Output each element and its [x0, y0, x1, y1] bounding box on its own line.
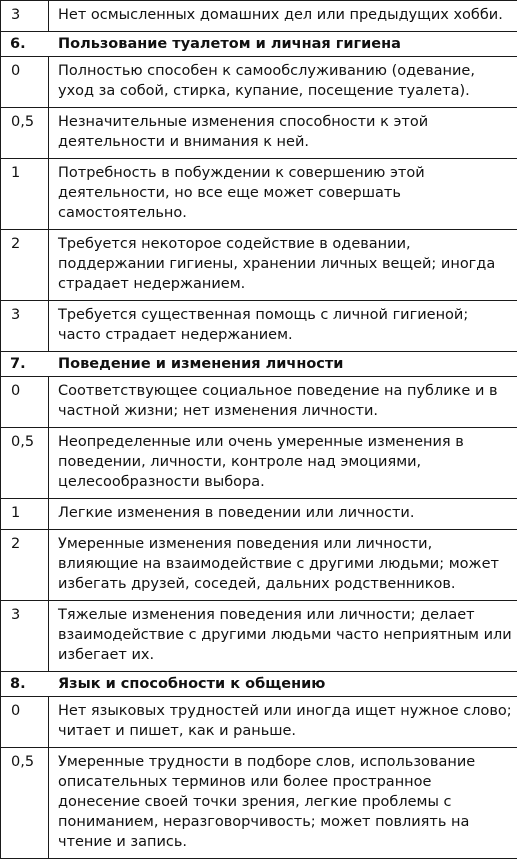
section-number: 6.	[10, 34, 34, 54]
description-cell: Требуется существенная помощь с личной гигиеной; часто страдает недержанием.	[49, 301, 517, 352]
score-cell: 1	[1, 499, 49, 530]
table-row	[1, 301, 517, 352]
score-cell: 1	[1, 159, 49, 230]
score-cell: 0,5	[1, 748, 49, 859]
table-row	[1, 748, 517, 859]
section-header-cell	[1, 672, 517, 697]
section-number: 7.	[10, 354, 34, 374]
score-cell: 0	[1, 57, 49, 108]
section-header-row	[1, 352, 517, 377]
score-cell: 0	[1, 697, 49, 748]
description-cell: Полностью способен к самообслуживанию (одевание, уход за собой, стирка, купание, посещение туалета).	[49, 57, 517, 108]
section-title: Язык и способности к общению	[34, 674, 325, 694]
score-cell: 0,5	[1, 428, 49, 499]
table-row	[1, 1, 517, 32]
rating-scale-body	[1, 1, 517, 859]
description-cell: Соответствующее социальное поведение на публике и в частной жизни; нет изменения личности.	[49, 377, 517, 428]
table-row	[1, 377, 517, 428]
description-cell: Умеренные изменения поведения или личности, влияющие на взаимодействие с другими людьми; может избегать друзей, соседей, дальних родственников.	[49, 530, 517, 601]
section-title: Пользование туалетом и личная гигиена	[34, 34, 401, 54]
table-row	[1, 530, 517, 601]
score-cell: 3	[1, 601, 49, 672]
description-cell: Умеренные трудности в подборе слов, использование описательных терминов или более пространное донесение своей точки зрения, легкие проблемы с пониманием, неразговорчивость; может повлиять на чтение и запись.	[49, 748, 517, 859]
description-cell: Тяжелые изменения поведения или личности; делает взаимодействие с другими людьми часто неприятным или избегает их.	[49, 601, 517, 672]
table-row	[1, 428, 517, 499]
section-header-row	[1, 672, 517, 697]
section-header-row	[1, 32, 517, 57]
table-row	[1, 697, 517, 748]
section-header-cell	[1, 32, 517, 57]
score-cell: 0	[1, 377, 49, 428]
description-cell: Нет осмысленных домашних дел или предыдущих хобби.	[49, 1, 517, 32]
section-number: 8.	[10, 674, 34, 694]
table-row	[1, 108, 517, 159]
score-cell: 3	[1, 301, 49, 352]
section-header-cell	[1, 352, 517, 377]
table-row	[1, 499, 517, 530]
score-cell: 2	[1, 530, 49, 601]
table-row	[1, 230, 517, 301]
table-row	[1, 57, 517, 108]
table-row	[1, 159, 517, 230]
score-cell: 3	[1, 1, 49, 32]
table-row	[1, 601, 517, 672]
description-cell: Неопределенные или очень умеренные изменения в поведении, личности, контроле над эмоциями, целесообразности выбора.	[49, 428, 517, 499]
section-title: Поведение и изменения личности	[34, 354, 343, 374]
score-cell: 0,5	[1, 108, 49, 159]
score-cell: 2	[1, 230, 49, 301]
description-cell: Незначительные изменения способности к этой деятельности и внимания к ней.	[49, 108, 517, 159]
description-cell: Потребность в побуждении к совершению этой деятельности, но все еще может совершать самостоятельно.	[49, 159, 517, 230]
description-cell: Легкие изменения в поведении или личности.	[49, 499, 517, 530]
description-cell: Нет языковых трудностей или иногда ищет нужное слово; читает и пишет, как и раньше.	[49, 697, 517, 748]
description-cell: Требуется некоторое содействие в одевании, поддержании гигиены, хранении личных вещей; иногда страдает недержанием.	[49, 230, 517, 301]
